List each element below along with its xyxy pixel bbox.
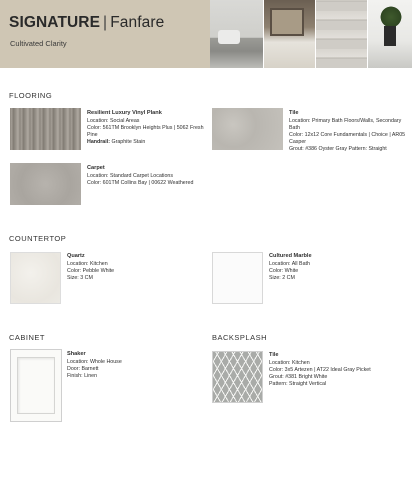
value: #381 Bright White (285, 374, 328, 380)
item-name: Tile (289, 110, 299, 116)
living-room-photo (210, 0, 263, 68)
value: Pebble White (82, 268, 115, 274)
stone-wall-photo (316, 0, 367, 68)
carpet-swatch (10, 163, 81, 205)
label: Grout: (269, 374, 284, 380)
floor-tile-details (289, 110, 407, 153)
item-name: Cultured Marble (269, 253, 312, 259)
section-cabinet: CABINET (9, 333, 46, 342)
label: Grout: (289, 146, 304, 152)
label: Size: (67, 275, 79, 281)
section-countertop: COUNTERTOP (9, 234, 67, 243)
item-name: Resilient Luxury Vinyl Plank (87, 110, 162, 116)
label: Color: (87, 180, 102, 186)
label: Color: (269, 367, 284, 373)
value: Kitchen (89, 261, 108, 267)
floor-tile-swatch (212, 108, 283, 150)
label: Location: (87, 118, 109, 124)
label: Color: (269, 268, 284, 274)
value: 3x5 Artezen | AT22 Ideal Gray Picket (284, 367, 371, 373)
value: 3 CM (80, 275, 93, 281)
brand-separator: | (103, 14, 108, 31)
marble-details (269, 253, 399, 282)
value: Barnett (81, 366, 99, 372)
header (0, 0, 412, 68)
value: Straight Vertical (289, 381, 327, 387)
value: 601TM Collins Bay | 00622 Weathered (102, 180, 194, 186)
value: #386 Oyster Gray Pattern: Straight (305, 146, 387, 152)
label: Location: (67, 261, 89, 267)
brand-package: Fanfare (110, 14, 165, 31)
brand-collection: SIGNATURE (9, 14, 101, 31)
label: Location: (67, 359, 89, 365)
bathroom-photo (264, 0, 315, 68)
backsplash-tile-details (269, 352, 404, 388)
value: All Bath (291, 261, 310, 267)
item-name: Carpet (87, 165, 105, 171)
value: Social Areas (109, 118, 140, 124)
section-backsplash: BACKSPLASH (212, 333, 268, 342)
value: Linen (84, 373, 98, 379)
label: Size: (269, 275, 281, 281)
value: 12x12 Core Fundamentals | Choice | AR05 Casper (289, 132, 406, 145)
plant-photo (368, 0, 412, 68)
value: White (284, 268, 299, 274)
item-name: Quartz (67, 253, 85, 259)
lvp-swatch (10, 108, 81, 150)
value: Whole House (89, 359, 122, 365)
lvp-details (87, 110, 207, 146)
cabinet-swatch (10, 349, 62, 422)
shaker-details (67, 351, 197, 380)
label: Color: (87, 125, 102, 131)
label: Pattern: (269, 381, 288, 387)
brand-title (9, 14, 164, 32)
backsplash-tile-swatch (212, 351, 263, 403)
value: Kitchen (291, 360, 310, 366)
quartz-swatch (10, 252, 61, 304)
value: Primary Bath Floors/Walls, Secondary Bath (289, 118, 402, 131)
quartz-details (67, 253, 197, 282)
section-flooring: FLOORING (9, 91, 53, 100)
label: Location: (87, 173, 109, 179)
label: Handrail: (87, 139, 110, 145)
label: Location: (269, 261, 291, 267)
header-band (0, 0, 210, 68)
value: Standard Carpet Locations (109, 173, 173, 179)
label: Color: (289, 132, 304, 138)
item-name: Tile (269, 352, 279, 358)
brand-subtitle: Cultivated Clarity (10, 39, 67, 48)
label: Color: (67, 268, 82, 274)
label: Finish: (67, 373, 83, 379)
label: Location: (289, 118, 311, 124)
label: Door: (67, 366, 80, 372)
marble-swatch (212, 252, 263, 304)
carpet-details (87, 165, 207, 187)
item-name: Shaker (67, 351, 86, 357)
value: 561TM Brooklyn Heights Plus | 5062 Fresh Pine (87, 125, 204, 138)
label: Location: (269, 360, 291, 366)
value: Graphite Stain (111, 139, 146, 145)
value: 2 CM (282, 275, 295, 281)
